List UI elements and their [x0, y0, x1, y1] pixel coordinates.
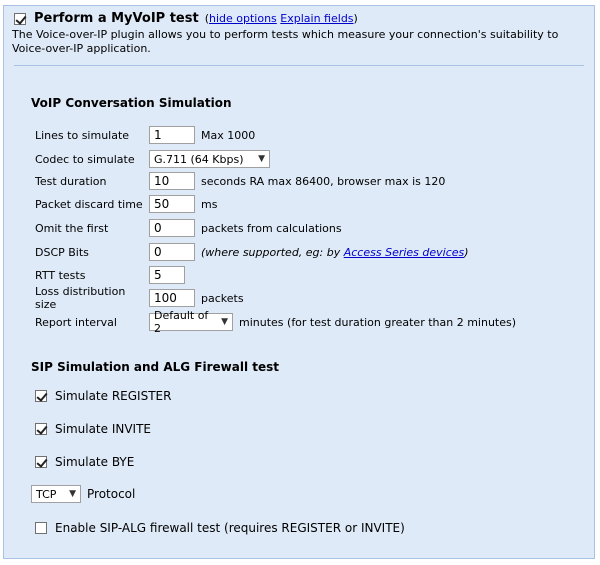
report-interval-select[interactable] — [149, 309, 233, 335]
discard-label: Packet discard time — [35, 197, 143, 211]
loss-row — [35, 285, 244, 311]
header-links — [205, 12, 358, 25]
loss-input[interactable]: 100 — [149, 289, 195, 307]
simulate-bye-checkbox[interactable] — [35, 456, 47, 468]
omit-label: Omit the first — [35, 221, 109, 235]
dscp-note — [201, 246, 469, 259]
omit-row — [35, 218, 342, 238]
rtt-input[interactable]: 5 — [149, 266, 185, 284]
simulate-bye-label: Simulate BYE — [55, 455, 135, 469]
voip-section-title: VoIP Conversation Simulation — [31, 96, 232, 110]
dscp-label: DSCP Bits — [35, 245, 89, 259]
dscp-row — [35, 242, 469, 262]
discard-input[interactable]: 50 — [149, 195, 195, 213]
lines-label: Lines to simulate — [35, 128, 130, 142]
chevron-down-icon: ▼ — [69, 489, 76, 499]
dscp-input[interactable]: 0 — [149, 243, 195, 261]
codec-select[interactable] — [149, 150, 270, 168]
chevron-down-icon: ▼ — [221, 317, 228, 327]
access-series-link[interactable]: Access Series devices — [343, 245, 465, 259]
discard-unit: ms — [201, 197, 218, 211]
test-title: Perform a MyVoIP test — [34, 11, 199, 26]
codec-label: Codec to simulate — [35, 152, 135, 166]
omit-input[interactable]: 0 — [149, 219, 195, 237]
duration-input[interactable]: 10 — [149, 172, 195, 190]
loss-label: Loss distribution size — [35, 285, 126, 311]
loss-unit: packets — [201, 291, 244, 305]
close-paren: ) — [353, 12, 358, 25]
duration-row — [35, 171, 445, 191]
rtt-label: RTT tests — [35, 268, 86, 282]
report-row — [35, 309, 517, 335]
protocol-value: TCP — [36, 487, 57, 501]
simulate-register-option[interactable] — [35, 389, 171, 403]
simulate-invite-checkbox[interactable] — [35, 423, 47, 435]
protocol-label: Protocol — [87, 487, 136, 501]
codec-row — [35, 149, 270, 169]
lines-row — [35, 125, 255, 145]
lines-input[interactable]: 1 — [149, 126, 195, 144]
protocol-row — [31, 484, 135, 504]
report-label: Report interval — [35, 315, 117, 329]
simulate-invite-label: Simulate INVITE — [55, 422, 152, 436]
test-header — [14, 11, 358, 26]
simulate-register-checkbox[interactable] — [35, 390, 47, 402]
sip-alg-option[interactable] — [35, 521, 405, 535]
codec-value: G.711 (64 Kbps) — [154, 152, 244, 166]
omit-note: packets from calculations — [201, 221, 342, 235]
chevron-down-icon: ▼ — [258, 154, 265, 164]
hide-options-link[interactable]: hide options — [209, 12, 277, 25]
divider — [14, 65, 584, 66]
explain-fields-link[interactable]: Explain fields — [280, 12, 354, 25]
protocol-select[interactable] — [31, 485, 81, 503]
dscp-note-pre: (where supported, eg: by — [201, 245, 344, 259]
rtt-row — [35, 265, 185, 285]
report-value: Default of 2 — [154, 309, 209, 335]
discard-row — [35, 194, 217, 214]
open-paren: ( — [204, 12, 209, 25]
simulate-invite-option[interactable] — [35, 422, 151, 436]
lines-max: Max 1000 — [201, 128, 256, 142]
sip-alg-label: Enable SIP-ALG firewall test (requires REGISTER or INVITE) — [55, 521, 405, 535]
simulate-bye-option[interactable] — [35, 455, 134, 469]
plugin-description: The Voice-over-IP plugin allows you to perform tests which measure your connection's suitability to Voice-over-IP application. — [12, 28, 559, 55]
duration-note: seconds RA max 86400, browser max is 120 — [201, 174, 446, 188]
sip-section-title: SIP Simulation and ALG Firewall test — [31, 360, 279, 374]
perform-test-checkbox[interactable] — [14, 13, 26, 25]
duration-label: Test duration — [35, 174, 107, 188]
report-note: minutes (for test duration greater than 2 minutes) — [239, 315, 517, 329]
sip-alg-checkbox[interactable] — [35, 522, 47, 534]
dscp-note-post: ) — [464, 245, 469, 259]
simulate-register-label: Simulate REGISTER — [55, 389, 172, 403]
